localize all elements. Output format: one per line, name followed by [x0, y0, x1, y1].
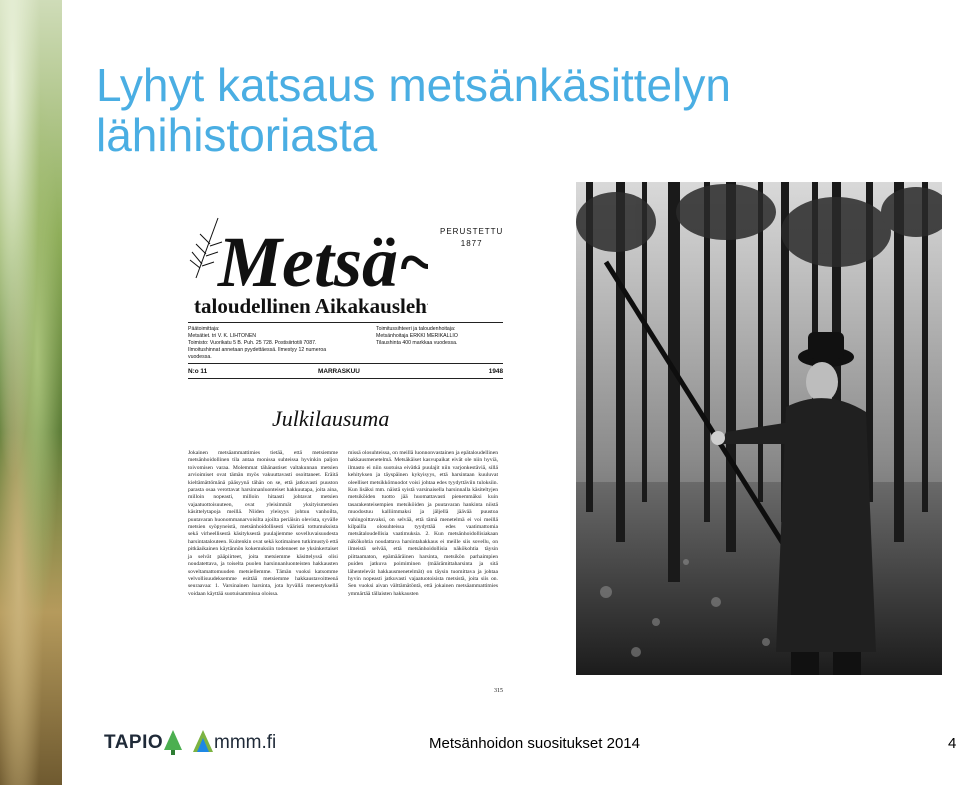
founded-year: 1877 [460, 239, 483, 248]
founded-text: PERUSTETTU [440, 227, 504, 236]
info-left-line: Metsätiet. tri V. K. LIHTONEN [188, 333, 257, 339]
masthead-subtitle: taloudellinen Aikakauslehti [194, 294, 428, 318]
slide-page-number: 4 [948, 735, 957, 752]
founded-label [440, 226, 503, 250]
masthead-drawing [188, 208, 428, 328]
info-right-line: Toimitussihteeri ja taloudenhoitaja: [376, 326, 456, 332]
clipping-page-number: 315 [494, 688, 503, 694]
info-left-line: Toimisto: Vuorikatu 5 B. Puh. 25 728. Postisiirtotili 7087. [188, 340, 317, 346]
info-left-line: Ilmoitushinnat annetaan pyydettäessä. Ilmestyy 12 numeroa vuodessa. [188, 347, 327, 360]
issue-rule-bottom [188, 378, 503, 379]
forest-photo [576, 182, 942, 675]
header-rule [188, 322, 503, 323]
article-column-left: Jokainen metsäammattimies tietää, että metsiemme metsänhoidollinen tila antaa monissa suhteissa hyvinkin paljon toivomisen varaa. Molemmat tähänastiset valtakunnan metsien arvioimiset ovat tämän myös vakuuttavasti osoittaneet. Eräitä kieltämättömänä pääsyynä tähän on se, että jatkuvasti puuston parasta osaa verottavat harsinnanluonteiset hakkuutapa, joita aina, milloin nopeasti, milloin hitaasti johtavat metsien vajaatuottoisuuteen, ovat yleisimmät yksityismetsien käsittelytapoja meillä. Niiden yleisyys johtuu vanhoilta, puutavaran huonommanarvoisilta ajoilta periäisin olevista, syvälle metsien syöpyneistä, metsänhoidollisesti vääristä tottumuksista sekä virheellisestä käsityksestä puulajiemme sovelluvaisuudesta harsintatalouteen. Kuitenkin ovat sekä kotimainen tutkimustyö että pitkäaikainen käytännön kokemuksiin todenneet ne yksinkertaiset ja selvät pääpiirteet, joita metsiemme käsittelyssä olisi noudatettava, ja toiselta puolen harsinnanluonteisten hakkausten soveltamattomuuden metsiellemme. Tämän vuoksi katsomme velvollisuudeksemme esittää metsiemme hakkaustavoitteenä seuraavaa: 1. Varsinainen harsinta, jota hyvällä menestyksellä voidaan käyttää suotuisammissa oloissa. [188, 450, 338, 597]
info-left-line: Päätoimittaja: [188, 326, 220, 332]
tapio-logo-text: TAPIO [104, 732, 164, 753]
article-column-right: missä olosuhteissa, on meillä luonnonvastainen ja epätaloudellinen hakkausmenetelmä. Metsäkäiset kasvupaikat eivät ole niin hyviä, ilmasto ei niin suotuisa eivätkä puulajit niin varjonkestäviä, sillä kehityksen ja täyspäinen kykyisyys, että harsintaan kuuluvat oleelliset metsikkömuodot voisi johtaa edes tyydyttäviin tuloksiin. Kun lisäksi mm. näistä syistä varsinaisella harsinnalla käsiteltyjen metsiköiden tuotto jää huomattavasti pienemmäksi kuin tasarakenteisempien metsiköiden ja puutavaran hankinta niistä muodostuu kalliimmaksi ja jäljellä jäävää puustoa vahingoittavaksi, on selvää, että tämä menetelmä ei voi meillä kilpailla olosuhteissa tyydyttää edes vaatimattomia metsätaloudellisia vaatimuksia. 2. Kun metsänhoidollisiakaan näkökohtia noudattava harsintahakkaus ei meille siis sovellu, on ilmeistä selvää, että metsänhoidollisia näkökohtia täysin piittaamaton, epämääräinen harsinta, metsikön parhaimpien puiden jatkuva poimiminen (määrämittaharsinta ja sitä lähentelevät hakkausmenetelmät) on täysin tuomittava ja johtaa hyvin nopeasti jatkuvasti vajaatuotoisista metsistä, joita siis on. Sen vuoksi aivan välttämätöntä, että jokainen metsäammattimies ymmärtää tällaisten hakkausten [348, 450, 498, 597]
metsa-masthead [188, 208, 428, 318]
issue-year: 1948 [488, 368, 503, 375]
issue-number: N:o 11 [188, 368, 208, 375]
footer-caption: Metsänhoidon suositukset 2014 [429, 735, 640, 752]
editor-info-right [376, 326, 506, 347]
masthead-title: Metsä~ [218, 222, 428, 302]
info-right-line: Metsänhoitaja ERKKI MERIKALLIO [376, 333, 458, 339]
article-headline: Julkilausuma [272, 406, 390, 431]
editor-info-left [188, 326, 338, 361]
forest-side-strip [0, 0, 62, 785]
newspaper-clipping [188, 208, 504, 694]
mmm-logo-icon [192, 728, 214, 756]
slide-title: Lyhyt katsaus metsänkäsittelyn lähihistoriasta [96, 59, 731, 161]
mmm-logo-text: mmm.fi [214, 732, 277, 753]
forest-photo-drawing [576, 182, 942, 675]
issue-month: MARRASKUU [318, 368, 360, 375]
info-right-line: Tilaushinta 400 markkaa vuodessa. [376, 340, 458, 346]
tapio-tree-icon [162, 728, 184, 756]
issue-rule-top [188, 363, 503, 364]
